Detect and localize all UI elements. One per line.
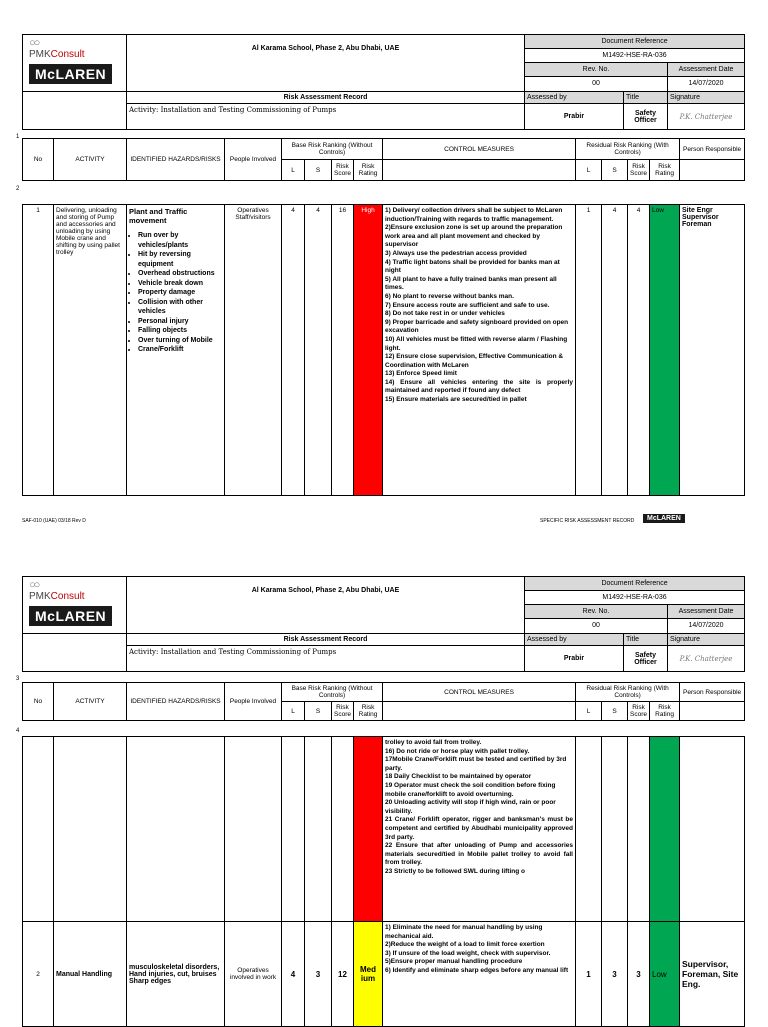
col-residual-risk: Residual Risk Ranking (With Controls) xyxy=(576,139,680,160)
col-r-score: Risk Score xyxy=(628,160,650,181)
col-control-blank xyxy=(383,702,576,721)
row-l-blank xyxy=(282,737,305,922)
column-header-table-2 xyxy=(22,682,745,721)
control-item: 23 Strictly to be followed SWL during lifting o xyxy=(385,867,525,875)
form-code: SAF-010 (UAE) 03/18 Rev D xyxy=(22,518,86,524)
hazard-item: • Overhead obstructions xyxy=(138,269,222,279)
col-residual-risk: Residual Risk Ranking (With Controls) xyxy=(576,683,680,702)
control-item: 18 Daily Checklist to be maintained by operator xyxy=(385,773,532,781)
col-responsible-blank xyxy=(680,702,745,721)
signature: P.K. Chatterjee xyxy=(668,104,745,130)
row-l: 4 xyxy=(282,205,305,496)
pmk-rings-icon: ○○ xyxy=(29,37,39,49)
control-item: 21 Crane/ Forklift operator, rigger and banksman's must be competent and certified by Abudhabi municipality approved 3rd party. xyxy=(385,816,573,841)
hazard-title: Plant and Traffic movement xyxy=(129,207,188,225)
logo-spacer xyxy=(23,91,127,129)
row-s-blank xyxy=(305,737,332,922)
row-r-l: 1 xyxy=(576,922,602,1027)
hazard-item: • Collision with other vehicles xyxy=(138,298,222,317)
pmk-logo: PMKConsult xyxy=(29,591,85,602)
rev-value: 00 xyxy=(525,619,668,633)
pmk-logo: PMKConsult xyxy=(29,49,85,60)
row-people-blank xyxy=(225,737,282,922)
hazard-item: • Over turning of Mobile xyxy=(138,336,222,346)
row-hazards-blank xyxy=(127,737,225,922)
col-r-s: S xyxy=(602,702,628,721)
col-people: People Involved xyxy=(225,683,282,721)
row-r-rating-low xyxy=(650,737,680,922)
assessor-name: Prabir xyxy=(525,646,624,672)
row-activity-blank xyxy=(54,737,127,922)
record-title: Risk Assessment Record xyxy=(127,91,525,104)
side-number: 2 xyxy=(16,186,20,192)
header-table-2 xyxy=(22,576,745,672)
control-item: 8) Do not take rest in or under vehicles xyxy=(385,310,505,318)
row-s: 3 xyxy=(305,922,332,1027)
row-r-s: 4 xyxy=(602,205,628,496)
col-s: S xyxy=(305,160,332,181)
col-control: CONTROL MEASURES xyxy=(383,139,576,160)
hazard-item: • Falling objects xyxy=(138,326,222,336)
row-controls xyxy=(383,205,576,496)
row-score-blank xyxy=(332,737,354,922)
col-r-l: L xyxy=(576,702,602,721)
control-item: trolley to avoid fall from trolley. xyxy=(385,739,482,746)
col-control: CONTROL MEASURES xyxy=(383,683,576,702)
control-item: 12) Ensure close supervision, Effective Communication & Coordination with McLaren xyxy=(385,353,564,369)
row-s: 4 xyxy=(305,205,332,496)
row-r-score: 3 xyxy=(628,922,650,1027)
col-control-blank xyxy=(383,160,576,181)
col-people: People Involved xyxy=(225,139,282,181)
control-item: 22 Ensure that after unloading of Pump and accessories materials secured/tied in Mobile pallet trolley to avoid fall from trolley. xyxy=(385,842,573,867)
row-no-blank xyxy=(23,737,54,922)
risk-table-row-1 xyxy=(22,204,745,496)
row-score: 16 xyxy=(332,205,354,496)
row-r-l-blank xyxy=(576,737,602,922)
row-responsible: Site Engr Supervisor Foreman xyxy=(680,205,745,496)
control-item: 1) Delivery/ collection drivers shall be subject to McLaren induction/Training with regards to traffic management. xyxy=(385,207,563,223)
assessed-by-label: Assessed by xyxy=(525,91,624,104)
control-item: 2)Ensure exclusion zone is set up around the preparation work area and all plant movement and checked by supervisor xyxy=(385,224,563,249)
activity-title: Activity: Installation and Testing Commissioning of Pumps xyxy=(127,104,525,130)
row-r-s-blank xyxy=(602,737,628,922)
risk-table-page-2 xyxy=(22,736,745,1027)
col-base-risk: Base Risk Ranking (Without Controls) xyxy=(282,139,383,160)
signature: P.K. Chatterjee xyxy=(668,646,745,672)
hazard-item: • Hit by reversing equipment xyxy=(138,250,222,269)
assessor-title: Safety Officer xyxy=(624,646,668,672)
doc-ref: M1492-HSE-RA-036 xyxy=(525,49,745,63)
header-table xyxy=(22,34,745,130)
row-score: 12 xyxy=(332,922,354,1027)
control-item: 19 Operator must check the soil condition before fixing mobile crane/forklift to avoid overturning. xyxy=(385,781,556,798)
col-r-l: L xyxy=(576,160,602,181)
row-activity: Manual Handling xyxy=(54,922,127,1027)
col-l: L xyxy=(282,702,305,721)
row-r-s: 3 xyxy=(602,922,628,1027)
col-rating: Risk Rating xyxy=(354,702,383,721)
control-item: 6) No plant to reverse without banks man. xyxy=(385,292,514,300)
col-responsible-blank xyxy=(680,160,745,181)
col-activity: ACTIVITY xyxy=(54,683,127,721)
control-item: 1) Eliminate the need for manual handling by using mechanical aid. xyxy=(385,924,543,940)
col-responsible: Person Responsible xyxy=(680,683,745,702)
footer-mclaren-logo: McLAREN xyxy=(643,514,685,523)
project-title: Al Karama School, Phase 2, Abu Dhabi, UAE xyxy=(127,577,525,634)
column-header-table xyxy=(22,138,745,181)
row-no: 2 xyxy=(23,922,54,1027)
control-item: 15) Ensure materials are secured/tied in pallet xyxy=(385,396,527,404)
row-responsible-blank xyxy=(680,737,745,922)
signature-label: Signature xyxy=(668,633,745,646)
row-no: 1 xyxy=(23,205,54,496)
mclaren-logo: McLAREN xyxy=(29,606,112,626)
control-item: 13) Enforce Speed limit xyxy=(385,370,457,378)
row-r-l: 1 xyxy=(576,205,602,496)
row-rating-medium: Med ium xyxy=(354,922,383,1027)
rev-label: Rev. No. xyxy=(525,63,668,77)
doc-ref-label: Document Reference xyxy=(525,35,745,49)
col-l: L xyxy=(282,160,305,181)
logo-spacer xyxy=(23,633,127,671)
table-row xyxy=(23,205,745,496)
col-rating: Risk Rating xyxy=(354,160,383,181)
row-responsible: Supervisor, Foreman, Site Eng. xyxy=(680,922,745,1027)
col-r-rating: Risk Rating xyxy=(650,160,680,181)
row-hazards xyxy=(127,205,225,496)
signature-label: Signature xyxy=(668,91,745,104)
col-score: Risk Score xyxy=(332,160,354,181)
col-r-s: S xyxy=(602,160,628,181)
col-score: Risk Score xyxy=(332,702,354,721)
control-item: 20 Unloading activity will stop if high wind, rain or poor visibility. xyxy=(385,799,556,815)
assess-date: 14/07/2020 xyxy=(668,77,745,91)
assessed-by-label: Assessed by xyxy=(525,633,624,646)
control-item: 2)Reduce the weight of a load to limit force exertion xyxy=(385,941,545,949)
control-item: 5) All plant to have a fully trained banks man present all times. xyxy=(385,275,557,292)
col-base-risk: Base Risk Ranking (Without Controls) xyxy=(282,683,383,702)
doc-ref: M1492-HSE-RA-036 xyxy=(525,591,745,605)
row-controls-continued xyxy=(383,737,576,922)
col-r-rating: Risk Rating xyxy=(650,702,680,721)
col-responsible: Person Responsible xyxy=(680,139,745,160)
side-number: 4 xyxy=(16,728,20,734)
rev-value: 00 xyxy=(525,77,668,91)
table-row xyxy=(23,922,745,1027)
table-row xyxy=(23,737,745,922)
col-s: S xyxy=(305,702,332,721)
assess-date-label: Assessment Date xyxy=(668,63,745,77)
row-r-score-blank xyxy=(628,737,650,922)
row-l: 4 xyxy=(282,922,305,1027)
assessor-title: Safety Officer xyxy=(624,104,668,130)
hazard-list xyxy=(129,231,222,355)
control-item: 3) If unsure of the load weight, check with supervisor. xyxy=(385,949,551,957)
row-activity: Delivering, unloading and storing of Pump and accessories and unloading by using Mobile crane and shifting by using pallet trolley xyxy=(54,205,127,496)
mclaren-logo: McLAREN xyxy=(29,64,112,84)
title-label: Title xyxy=(624,91,668,104)
doc-ref-label: Document Reference xyxy=(525,577,745,591)
project-title: Al Karama School, Phase 2, Abu Dhabi, UAE xyxy=(127,35,525,92)
side-number: 1 xyxy=(16,134,20,140)
row-rating-high xyxy=(354,737,383,922)
assess-date: 14/07/2020 xyxy=(668,619,745,633)
hazard-item: • Run over by vehicles/plants xyxy=(138,231,222,250)
row-rating-high: High xyxy=(354,205,383,496)
col-no: No xyxy=(23,139,54,181)
col-r-score: Risk Score xyxy=(628,702,650,721)
side-number: 3 xyxy=(16,676,20,682)
row-r-score: 4 xyxy=(628,205,650,496)
title-label: Title xyxy=(624,633,668,646)
hazard-item: • Property damage xyxy=(138,288,222,298)
control-item: 6) Identify and eliminate sharp edges before any manual lift xyxy=(385,966,569,974)
control-item: 16) Do not ride or horse play with pallet trolley. xyxy=(385,747,530,755)
row-r-rating-low: Low xyxy=(650,922,680,1027)
control-item: 14) Ensure all vehicles entering the site is properly maintained and reported if found any defect xyxy=(385,378,573,395)
row-hazards: musculoskeletal disorders, Hand injuries, cut, bruises Sharp edges xyxy=(127,922,225,1027)
activity-title: Activity: Installation and Testing Commissioning of Pumps xyxy=(127,646,525,672)
control-item: 10) All vehicles must be fitted with reverse alarm / Flashing light. xyxy=(385,335,568,352)
pmk-rings-icon: ○○ xyxy=(29,579,39,591)
col-activity: ACTIVITY xyxy=(54,139,127,181)
control-item: 17Mobile Crane/Forklift must be tested and certified by 3rd party. xyxy=(385,756,567,772)
control-item: 9) Proper barricade and safety signboard provided on open excavation xyxy=(385,318,569,335)
control-item: 4) Traffic light batons shall be provided for banks man at night xyxy=(385,258,560,275)
row-people: Operatives Staff/visitors xyxy=(225,205,282,496)
row-r-rating-low: Low xyxy=(650,205,680,496)
record-title: Risk Assessment Record xyxy=(127,633,525,646)
rev-label: Rev. No. xyxy=(525,605,668,619)
assess-date-label: Assessment Date xyxy=(668,605,745,619)
hazard-item: • Crane/Forklift xyxy=(138,345,222,355)
footer-record-label: SPECIFIC RISK ASSESSMENT RECORD xyxy=(540,518,635,524)
row-controls xyxy=(383,922,576,1027)
hazard-item: • Personal injury xyxy=(138,317,222,327)
col-no: No xyxy=(23,683,54,721)
assessor-name: Prabir xyxy=(525,104,624,130)
logo-block xyxy=(23,35,127,92)
control-item: 5)Ensure proper manual handling procedure xyxy=(385,958,523,966)
logo-block xyxy=(23,577,127,634)
control-item: 7) Ensure access route are sufficient and safe to use. xyxy=(385,301,550,309)
col-hazards: IDENTIFIED HAZARDS/RISKS xyxy=(127,683,225,721)
row-people: Operatives involved in work xyxy=(225,922,282,1027)
control-item: 3) Always use the pedestrian access provided xyxy=(385,249,527,257)
col-hazards: IDENTIFIED HAZARDS/RISKS xyxy=(127,139,225,181)
hazard-item: • Vehicle break down xyxy=(138,279,222,289)
